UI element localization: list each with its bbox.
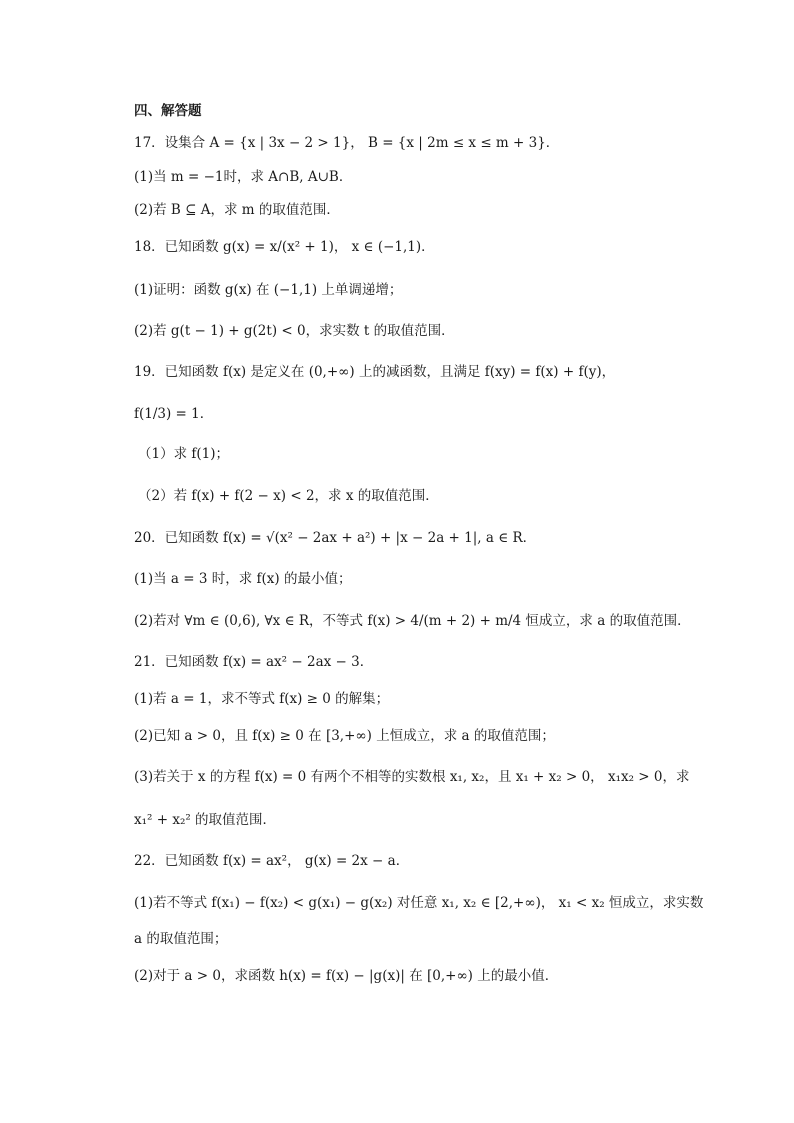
q20-part1: (1)当 a = 3 时，求 f(x) 的最小值； xyxy=(134,571,352,587)
q19-stem: 19．已知函数 f(x) 是定义在 (0,+∞) 上的减函数，且满足 f(xy) = f(x) + f(y)， xyxy=(134,364,616,380)
q22-stem: 22．已知函数 f(x) = ax²， g(x) = 2x − a． xyxy=(134,853,410,869)
q21-part1: (1)若 a = 1，求不等式 f(x) ≥ 0 的解集； xyxy=(134,691,390,707)
q17-part1: (1)当 m = −1时，求 A∩B, A∪B． xyxy=(134,169,353,185)
q21-stem: 21．已知函数 f(x) = ax² − 2ax − 3． xyxy=(134,654,374,670)
q17-stem: 17．设集合 A = {x | 3x − 2 > 1}， B = {x | 2m ≤ x ≤ m + 3}． xyxy=(134,135,560,151)
section-title: 四、解答题 xyxy=(134,103,202,119)
q21-part3: (3)若关于 x 的方程 f(x) = 0 有两个不相等的实数根 x₁, x₂，且 x₁ + x₂ > 0， x₁x₂ > 0，求 xyxy=(134,769,690,785)
q19-part2: （2）若 f(x) + f(2 − x) < 2，求 x 的取值范围． xyxy=(138,488,439,504)
q19-stem-cont: f(1/3) = 1． xyxy=(134,406,214,422)
q18-part1: (1)证明：函数 g(x) 在 (−1,1) 上单调递增； xyxy=(134,282,403,298)
q18-part2: (2)若 g(t − 1) + g(2t) < 0，求实数 t 的取值范围． xyxy=(134,323,455,339)
q21-part3-cont: x₁² + x₂² 的取值范围． xyxy=(134,812,277,828)
q20-part2: (2)若对 ∀m ∈ (0,6), ∀x ∈ R，不等式 f(x) > 4/(m + 2) + m/4 恒成立，求 a 的取值范围． xyxy=(134,613,691,629)
q22-part1: (1)若不等式 f(x₁) − f(x₂) < g(x₁) − g(x₂) 对任意 x₁, x₂ ∈ [2,+∞)， x₁ < x₂ 恒成立，求实数 xyxy=(134,895,704,911)
q22-part1-cont: a 的取值范围； xyxy=(134,931,228,947)
q17-part2: (2)若 B ⊆ A，求 m 的取值范围． xyxy=(134,202,340,218)
q19-part1: （1）求 f(1)； xyxy=(138,446,229,462)
q21-part2: (2)已知 a > 0，且 f(x) ≥ 0 在 [3,+∞) 上恒成立，求 a 的取值范围； xyxy=(134,728,555,744)
q20-stem: 20．已知函数 f(x) = √(x² − 2ax + a²) + |x − 2a + 1|, a ∈ R． xyxy=(134,530,537,546)
q22-part2: (2)对于 a > 0，求函数 h(x) = f(x) − |g(x)| 在 [0,+∞) 上的最小值． xyxy=(134,968,559,984)
q18-stem: 18．已知函数 g(x) = x/(x² + 1)， x ∈ (−1,1)． xyxy=(134,239,435,255)
